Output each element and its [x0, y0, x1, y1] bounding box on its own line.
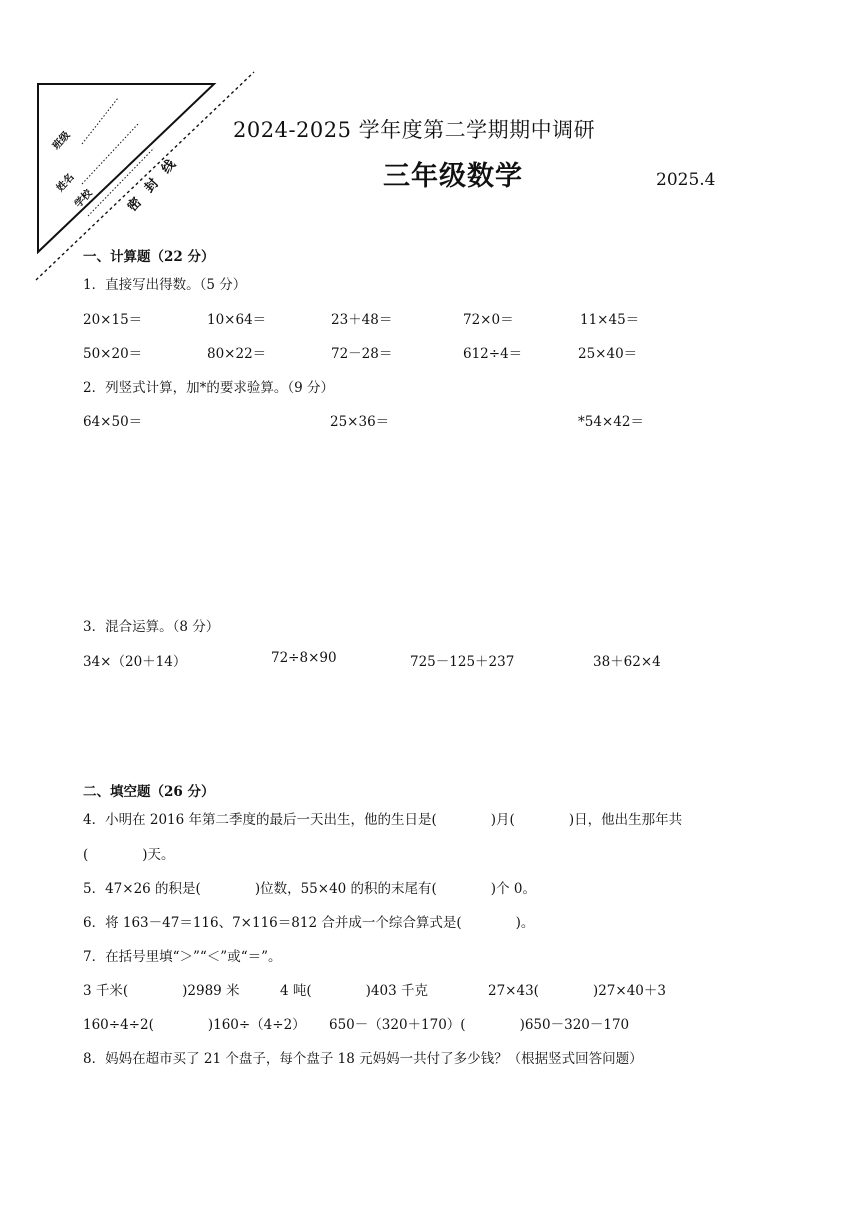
q1-item: 50×20＝ [83, 346, 143, 362]
q1-item: 20×15＝ [83, 312, 143, 328]
q7-label: 7．在括号里填“＞”“＜”或“＝”。 [83, 949, 282, 965]
q1-item: 72－28＝ [331, 346, 393, 362]
seal-line-text: 密 封 线 [124, 154, 182, 215]
school-label: 学校 [72, 187, 95, 211]
q2-item: *54×42＝ [578, 414, 644, 430]
q3-label: 3．混合运算。（8 分） [83, 619, 220, 635]
name-label: 姓名 [54, 171, 77, 195]
q7-item: 160÷4÷2( )160÷（4÷2） [83, 1017, 306, 1033]
q1-item: 25×40＝ [578, 346, 638, 362]
section1-title: 一、计算题（22 分） [83, 249, 215, 265]
q2-item: 25×36＝ [330, 414, 390, 430]
exam-date: 2025.4 [656, 170, 716, 190]
q3-item: 38＋62×4 [593, 654, 661, 670]
exam-title: 2024-2025 学年度第二学期期中调研 [233, 118, 596, 142]
q1-item: 11×45＝ [580, 312, 640, 328]
q1-item: 72×0＝ [463, 312, 514, 328]
q1-label: 1．直接写出得数。（5 分） [83, 277, 247, 293]
section2-title: 二、填空题（26 分） [83, 784, 215, 800]
q1-item: 10×64＝ [207, 312, 267, 328]
q1-item: 23＋48＝ [331, 312, 393, 328]
exam-subject: 三年级数学 [383, 161, 523, 192]
q6: 6．将 163－47＝116、7×116＝812 合并成一个综合算式是( )。 [83, 915, 535, 931]
q4-line1: 4．小明在 2016 年第二季度的最后一天出生，他的生日是( )月( )日，他出生那年共 [83, 812, 683, 828]
q7-item: 4 吨( )403 千克 [280, 983, 428, 999]
q3-item: 34×（20＋14） [83, 654, 187, 670]
q5: 5．47×26 的积是( )位数，55×40 的积的末尾有( )个 0。 [83, 881, 536, 897]
q7-item: 3 千米( )2989 米 [83, 983, 240, 999]
q8: 8．妈妈在超市买了 21 个盘子，每个盘子 18 元妈妈一共付了多少钱？（根据竖式回答问题） [83, 1051, 643, 1067]
q2-item: 64×50＝ [83, 414, 143, 430]
class-label: 班级 [50, 129, 73, 153]
q2-label: 2．列竖式计算，加*的要求验算。（9 分） [83, 380, 334, 396]
q7-item: 650－（320＋170）( )650－320－170 [329, 1017, 630, 1033]
q1-item: 80×22＝ [207, 346, 267, 362]
q7-item: 27×43( )27×40＋3 [488, 983, 666, 999]
q1-item: 612÷4＝ [463, 346, 523, 362]
q3-item: 725－125＋237 [410, 654, 515, 670]
q4-line2: ( )天。 [83, 847, 175, 863]
q3-item: 72÷8×90 [271, 650, 337, 666]
